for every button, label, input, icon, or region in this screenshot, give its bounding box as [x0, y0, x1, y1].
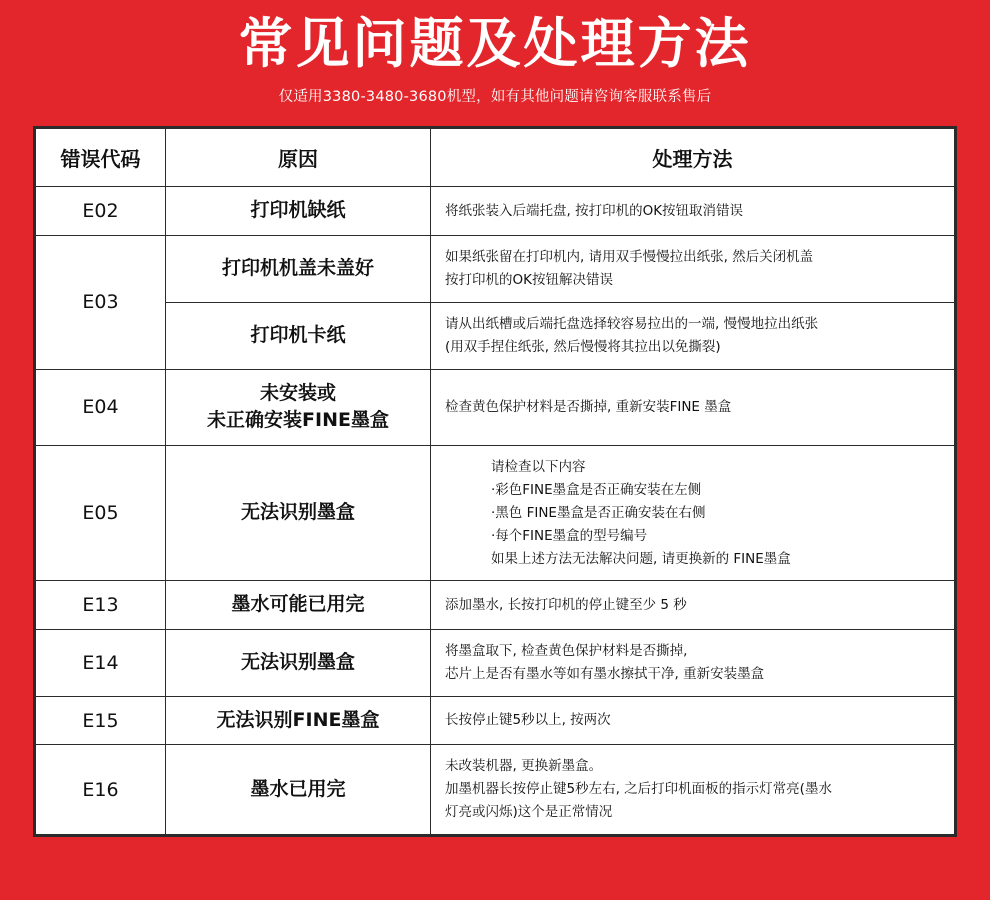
cell-cause: 无法识别墨盒 — [166, 630, 431, 697]
fix-line: 按打印机的OK按钮解决错误 — [445, 271, 613, 288]
table-row — [36, 187, 955, 236]
table-row — [36, 369, 955, 445]
fix-line: 如果上述方法无法解决问题, 请更换新的 FINE墨盒 — [491, 550, 791, 567]
cell-code: E02 — [36, 187, 166, 236]
cell-cause: 打印机缺纸 — [166, 187, 431, 236]
cell-cause: 无法识别FINE墨盒 — [166, 696, 431, 745]
poster-header — [0, 0, 990, 106]
cell-fix — [431, 369, 955, 445]
error-code-table — [35, 128, 955, 835]
cell-code: E05 — [36, 445, 166, 581]
cell-cause: 墨水已用完 — [166, 745, 431, 835]
column-header-code: 错误代码 — [36, 129, 166, 187]
table-row — [36, 445, 955, 581]
cell-cause: 未安装或 未正确安装FINE墨盒 — [166, 369, 431, 445]
cell-fix — [431, 235, 955, 302]
cell-code: E15 — [36, 696, 166, 745]
fix-line: 检查黄色保护材料是否撕掉, 重新安装FINE 墨盒 — [445, 398, 732, 415]
cell-code: E03 — [36, 235, 166, 369]
table-row — [36, 235, 955, 302]
column-header-fix: 处理方法 — [431, 129, 955, 187]
fix-line: 请检查以下内容 — [491, 458, 586, 475]
fix-line: ·黑色 FINE墨盒是否正确安装在右侧 — [491, 504, 706, 521]
fix-line: 添加墨水, 长按打印机的停止键至少 5 秒 — [445, 596, 687, 613]
fix-line: 灯亮或闪烁)这个是正常情况 — [445, 804, 613, 821]
fix-line: 长按停止键5秒以上, 按两次 — [445, 712, 611, 729]
fix-line: 将纸张装入后端托盘, 按打印机的OK按钮取消错误 — [445, 202, 744, 219]
fix-line: ·每个FINE墨盒的型号编号 — [491, 527, 648, 544]
table-row — [36, 302, 955, 369]
cell-cause: 打印机卡纸 — [166, 302, 431, 369]
cell-cause: 打印机机盖未盖好 — [166, 235, 431, 302]
cell-fix — [431, 445, 955, 581]
table-row — [36, 696, 955, 745]
cell-fix — [431, 302, 955, 369]
cell-code: E16 — [36, 745, 166, 835]
cell-code: E04 — [36, 369, 166, 445]
fix-line: ·彩色FINE墨盒是否正确安装在左侧 — [491, 481, 702, 498]
fix-line: 将墨盒取下, 检查黄色保护材料是否撕掉, — [445, 643, 688, 660]
cell-fix — [431, 187, 955, 236]
fix-line: 芯片上是否有墨水等如有墨水擦拭干净, 重新安装墨盒 — [445, 665, 765, 682]
page-title: 常见问题及处理方法 — [238, 12, 752, 75]
fix-line: (用双手捏住纸张, 然后慢慢将其拉出以免撕裂) — [445, 338, 721, 355]
cell-fix — [431, 696, 955, 745]
table-header — [36, 129, 955, 187]
cell-cause: 无法识别墨盒 — [166, 445, 431, 581]
cell-code: E14 — [36, 630, 166, 697]
fix-line: 加墨机器长按停止键5秒左右, 之后打印机面板的指示灯常亮(墨水 — [445, 781, 832, 798]
column-header-cause: 原因 — [166, 129, 431, 187]
table-row — [36, 581, 955, 630]
error-code-table-container — [33, 126, 957, 837]
fix-line: 如果纸张留在打印机内, 请用双手慢慢拉出纸张, 然后关闭机盖 — [445, 248, 814, 265]
page-subtitle: 仅适用3380-3480-3680机型，如有其他问题请咨询客服联系售后 — [278, 89, 712, 106]
cell-fix — [431, 745, 955, 835]
table-row — [36, 745, 955, 835]
cell-cause: 墨水可能已用完 — [166, 581, 431, 630]
table-body — [36, 187, 955, 835]
table-header-row — [36, 129, 955, 187]
table-row — [36, 630, 955, 697]
fix-line: 未改装机器, 更换新墨盒。 — [445, 758, 603, 775]
cell-fix — [431, 581, 955, 630]
cell-code: E13 — [36, 581, 166, 630]
cell-fix — [431, 630, 955, 697]
fix-line: 请从出纸槽或后端托盘选择较容易拉出的一端, 慢慢地拉出纸张 — [445, 315, 819, 332]
